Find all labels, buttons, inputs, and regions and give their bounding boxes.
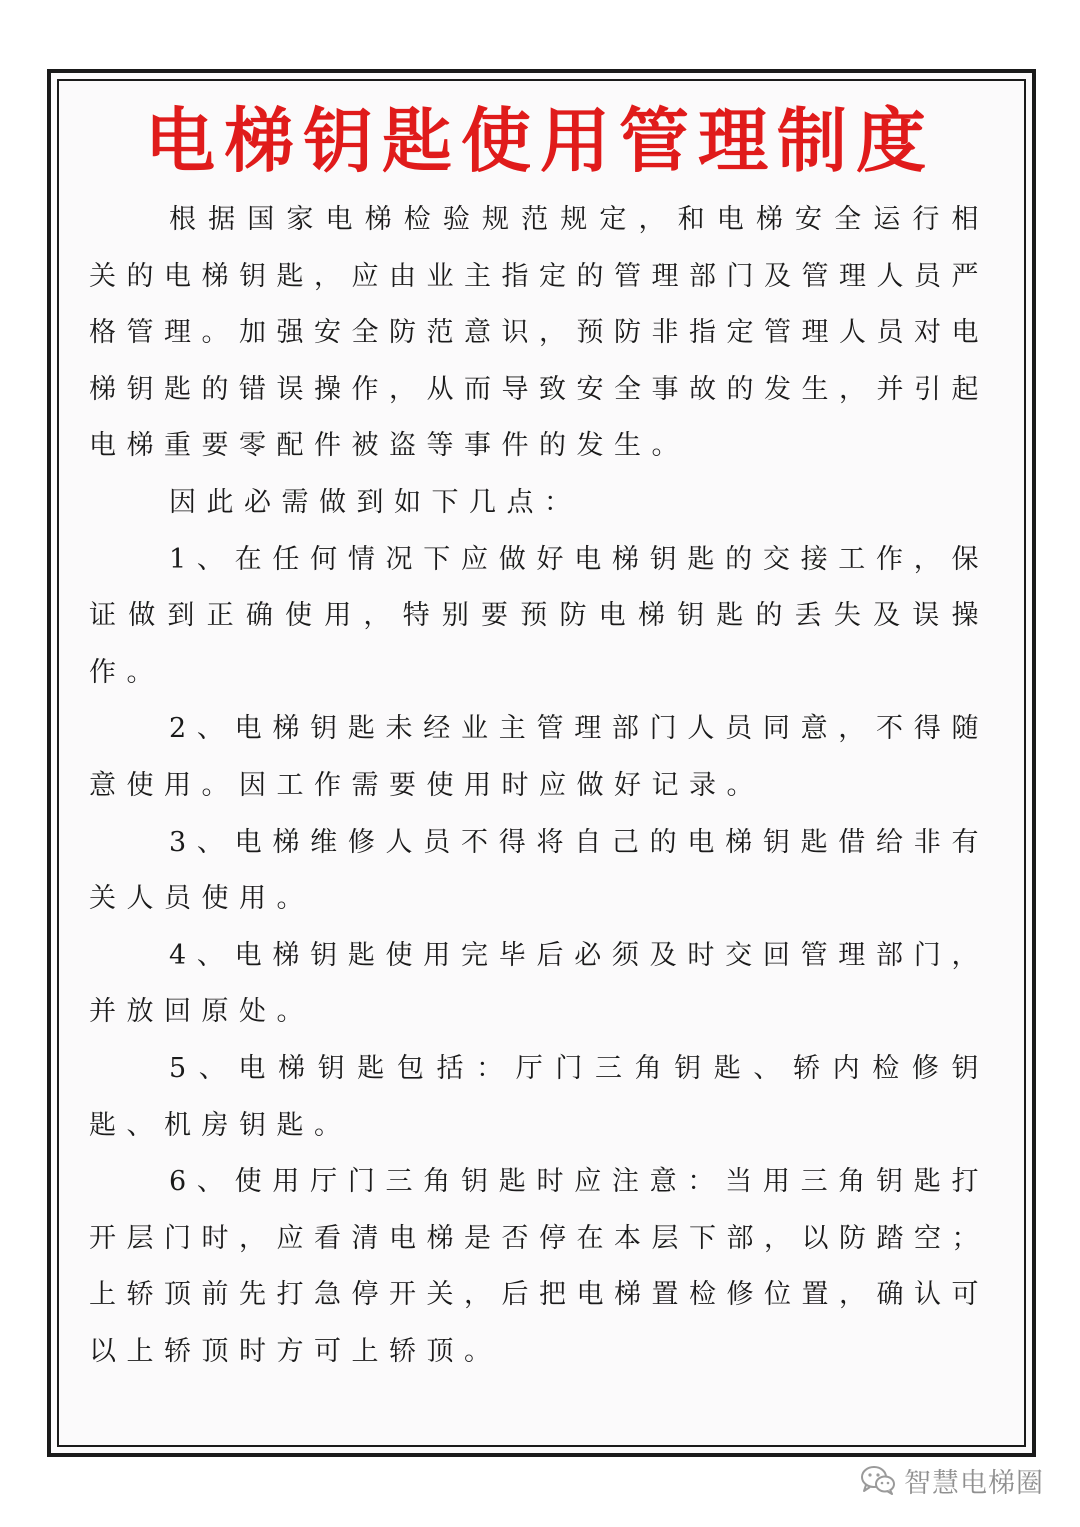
rule-item-5: 5、电梯钥匙包括：厅门三角钥匙、轿内检修钥匙、机房钥匙。 xyxy=(89,1052,989,1141)
watermark xyxy=(860,1458,1044,1502)
rule-item-3: 3、电梯维修人员不得将自己的电梯钥匙借给非有关人员使用。 xyxy=(89,826,989,915)
rule-item-2: 2、电梯钥匙未经业主管理部门人员同意，不得随意使用。因工作需要使用时应做好记录。 xyxy=(89,713,989,801)
page-title: 电梯钥匙使用管理制度 xyxy=(145,100,935,182)
watermark-text: 智慧电梯圈 xyxy=(904,1467,1044,1499)
rule-item-1: 1、在任何情况下应做好电梯钥匙的交接工作，保证做到正确使用，特别要预防电梯钥匙的丢失及误操作。 xyxy=(89,543,989,688)
rule-item-4: 4、电梯钥匙使用完毕后必须及时交回管理部门，并放回原处。 xyxy=(89,939,989,1028)
wechat-icon xyxy=(860,1464,896,1496)
rules-lead-in: 因此必需做到如下几点： xyxy=(169,486,582,518)
intro-paragraph: 根据国家电梯检验规范规定，和电梯安全运行相关的电梯钥匙，应由业主指定的管理部门及管理人员严格管理。加强安全防范意识，预防非指定管理人员对电梯钥匙的错误操作，从而导致安全事故的发生，并引起电梯重要零配件被盗等事件的发生。 xyxy=(89,204,989,462)
regulation-body xyxy=(89,192,989,1380)
rule-item-6: 6、使用厅门三角钥匙时应注意：当用三角钥匙打开层门时，应看清电梯是否停在本层下部，以防踏空；上轿顶前先打急停开关，后把电梯置检修位置，确认可以上轿顶时方可上轿顶。 xyxy=(89,1166,989,1367)
